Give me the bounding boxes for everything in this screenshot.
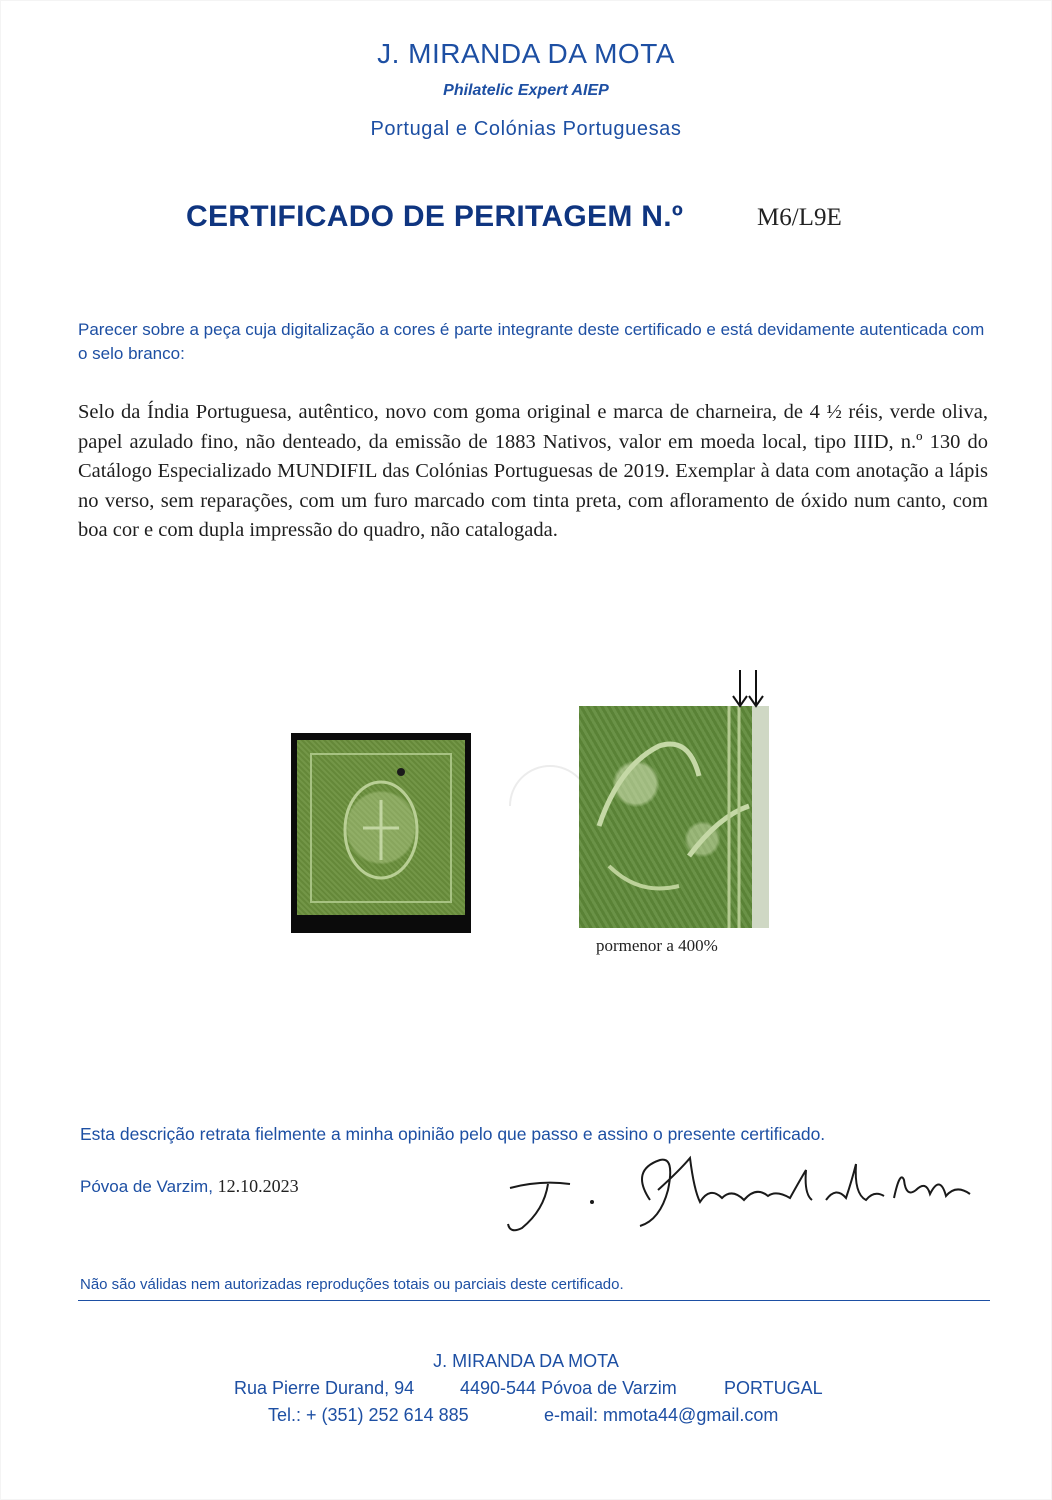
closing-statement: Esta descrição retrata fielmente a minha opinião pelo que passo e assino o presente certificado.: [80, 1124, 826, 1144]
stamp-detail-image: [579, 706, 769, 928]
stamp-image: [297, 740, 465, 915]
certificate-number: M6/L9E: [757, 204, 842, 231]
footer-street: Rua Pierre Durand, 94: [234, 1378, 415, 1398]
stamp-detail-icon: [579, 706, 769, 928]
date: 12.10.2023: [217, 1176, 299, 1196]
double-arrow-down-icon: [728, 668, 768, 710]
seal-icon: [470, 736, 580, 806]
expert-subtitle: Philatelic Expert AIEP: [443, 82, 609, 99]
stamp-detail-edge: [752, 706, 769, 928]
reproduction-notice: Não são válidas nem autorizadas reproduções totais ou parciais deste certificado.: [80, 1276, 624, 1293]
embossed-seal: [470, 736, 580, 796]
expert-name: J. MIRANDA DA MOTA: [377, 38, 675, 69]
stamp-design-icon: [297, 740, 465, 915]
footer-country: PORTUGAL: [724, 1378, 823, 1398]
expert-region: Portugal e Colónias Portuguesas: [370, 118, 682, 140]
footer-divider: [78, 1300, 990, 1301]
place: Póvoa de Varzim,: [80, 1177, 213, 1196]
footer-name: J. MIRANDA DA MOTA: [433, 1351, 619, 1371]
intro-text: Parecer sobre a peça cuja digitalização a cores é parte integrante deste certificado e está devidamente autenticada com o selo branco:: [78, 320, 985, 363]
footer-phone: Tel.: + (351) 252 614 885: [268, 1405, 469, 1425]
footer-postal: 4490-544 Póvoa de Varzim: [460, 1378, 677, 1398]
certificate-title: CERTIFICADO DE PERITAGEM N.º: [186, 200, 684, 233]
place-and-date: [80, 1176, 299, 1197]
handwritten-signature: [500, 1150, 980, 1240]
footer-email: e-mail: mmota44@gmail.com: [544, 1405, 779, 1425]
stamp-description: Selo da Índia Portuguesa, autêntico, novo com goma original e marca de charneira, de 4 ½ réis, verde oliva, papel azulado fino, não denteado, da emissão de 1883 Nativos, valor em moeda local, tipo IIID, n.º 130 do Catálogo Especializado MUNDIFIL das Colónias Portuguesas de 2019. Exemplar à data com anotação a lápis no verso, sem reparações, com um furo marcado com tinta preta, com afloramento de óxido num canto, com boa cor e com dupla impressão do quadro, não catalogada.: [78, 401, 988, 541]
detail-caption: pormenor a 400%: [596, 936, 718, 955]
